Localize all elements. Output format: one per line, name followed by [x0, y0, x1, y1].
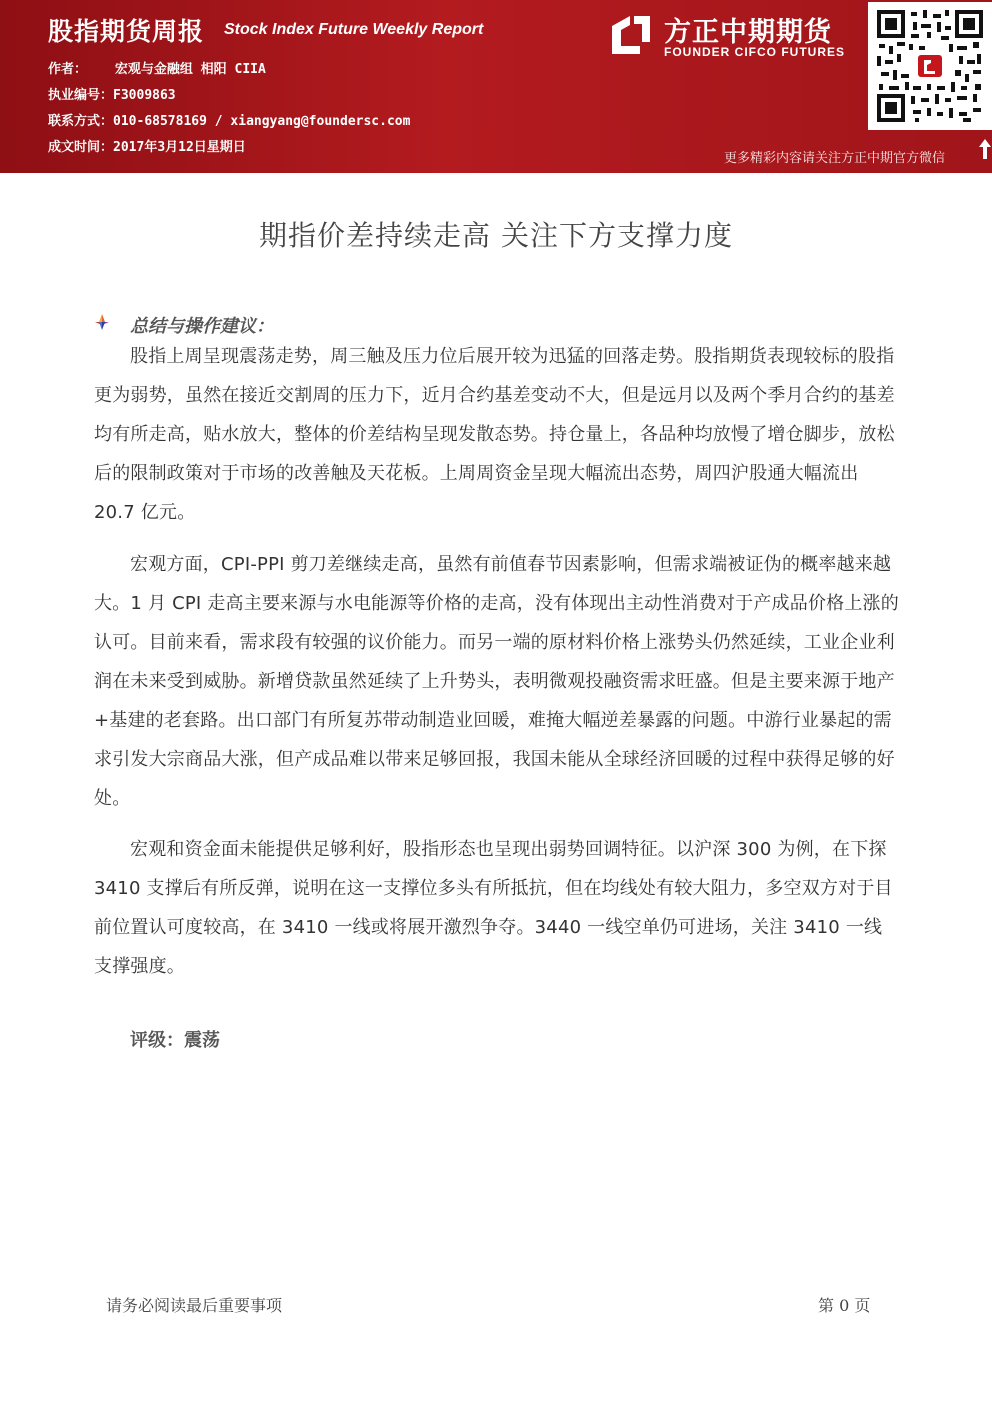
license-line: [48, 84, 176, 103]
paragraph-technical: 宏观和资金面未能提供足够利好，股指形态也呈现出弱势回调特征。以沪深 300 为例，在下探 3410 支撑后有所反弹，说明在这一支撑位多头有所抵抗，但在均线处有较大阻力，多空双方对于目前位置认可度较高，在 3410 一线或将展开激烈争夺。3440 一线空单仍可进场，关注 3410 一线支撑强度。: [94, 839, 893, 977]
arrow-up-icon: [978, 138, 992, 160]
license-label: 执业编号：: [48, 88, 114, 103]
report-brand-en: Stock Index Future Weekly Report: [224, 21, 484, 38]
license-value: F3009863: [113, 88, 176, 103]
paragraph-summary: 股指上周呈现震荡走势，周三触及压力位后展开较为迅猛的回落走势。股指期货表现较标的股指更为弱势，虽然在接近交割周的压力下，近月合约基差变动不大，但是远月以及两个季月合约的基差均有所走高，贴水放大，整体的价差结构呈现发散态势。持仓量上，各品种均放慢了增仓脚步，放松后的限制政策对于市场的改善触及天花板。上周周资金呈现大幅流出态势，周四沪股通大幅流出 20.7 亿元。: [94, 346, 895, 523]
founder-logo: [606, 8, 866, 64]
page-number: 第 0 页: [818, 1296, 871, 1315]
diamond-bullet-icon: [92, 313, 112, 331]
author-label: 作者：: [48, 62, 88, 77]
date-value: 2017年3月12日星期日: [113, 140, 246, 155]
date-line: [48, 136, 246, 155]
contact-label: 联系方式：: [48, 114, 114, 129]
author-value: 宏观与金融组 相阳 CIIA: [114, 62, 266, 77]
contact-line: [48, 110, 410, 129]
report-brand-cn: 股指期货周报: [48, 17, 205, 46]
report-title: 期指价差持续走高 关注下方支撑力度: [259, 219, 733, 252]
footer-notice: 请务必阅读最后重要事项: [106, 1296, 283, 1315]
author-line: [48, 58, 266, 77]
date-label: 成文时间：: [48, 140, 114, 155]
follow-wechat-text: 更多精彩内容请关注方正中期官方微信: [724, 151, 946, 166]
paragraph-macro: 宏观方面，CPI-PPI 剪刀差继续走高，虽然有前值春节因素影响，但需求端被证伪的概率越来越大。1 月 CPI 走高主要来源与水电能源等价格的走高，没有体现出主动性消费对于产成品价格上涨的认可。目前来看，需求段有较强的议价能力。而另一端的原材料价格上涨势头仍然延续，工业企业利润在未来受到威胁。新增贷款虽然延续了上升势头，表明微观投融资需求旺盛。但是主要来源于地产+基建的老套路。出口部门有所复苏带动制造业回暖，难掩大幅逆差暴露的问题。中游行业暴起的需求引发大宗商品大涨，但产成品难以带来足够回报，我国未能从全球经济回暖的过程中获得足够的好处。: [94, 554, 899, 809]
report-header: [0, 0, 992, 173]
rating: 评级：震荡: [130, 1030, 220, 1051]
contact-value[interactable]: 010-68578169 / xiangyang@foundersc.com: [113, 114, 411, 129]
logo-text-en: FOUNDER CIFCO FUTURES: [664, 45, 845, 59]
founder-logo-icon: [608, 12, 654, 58]
qr-code-icon: [875, 8, 985, 124]
wechat-qr[interactable]: [868, 2, 992, 130]
logo-text-cn: 方正中期期货: [664, 17, 832, 48]
section-title: 总结与操作建议：: [130, 316, 274, 337]
